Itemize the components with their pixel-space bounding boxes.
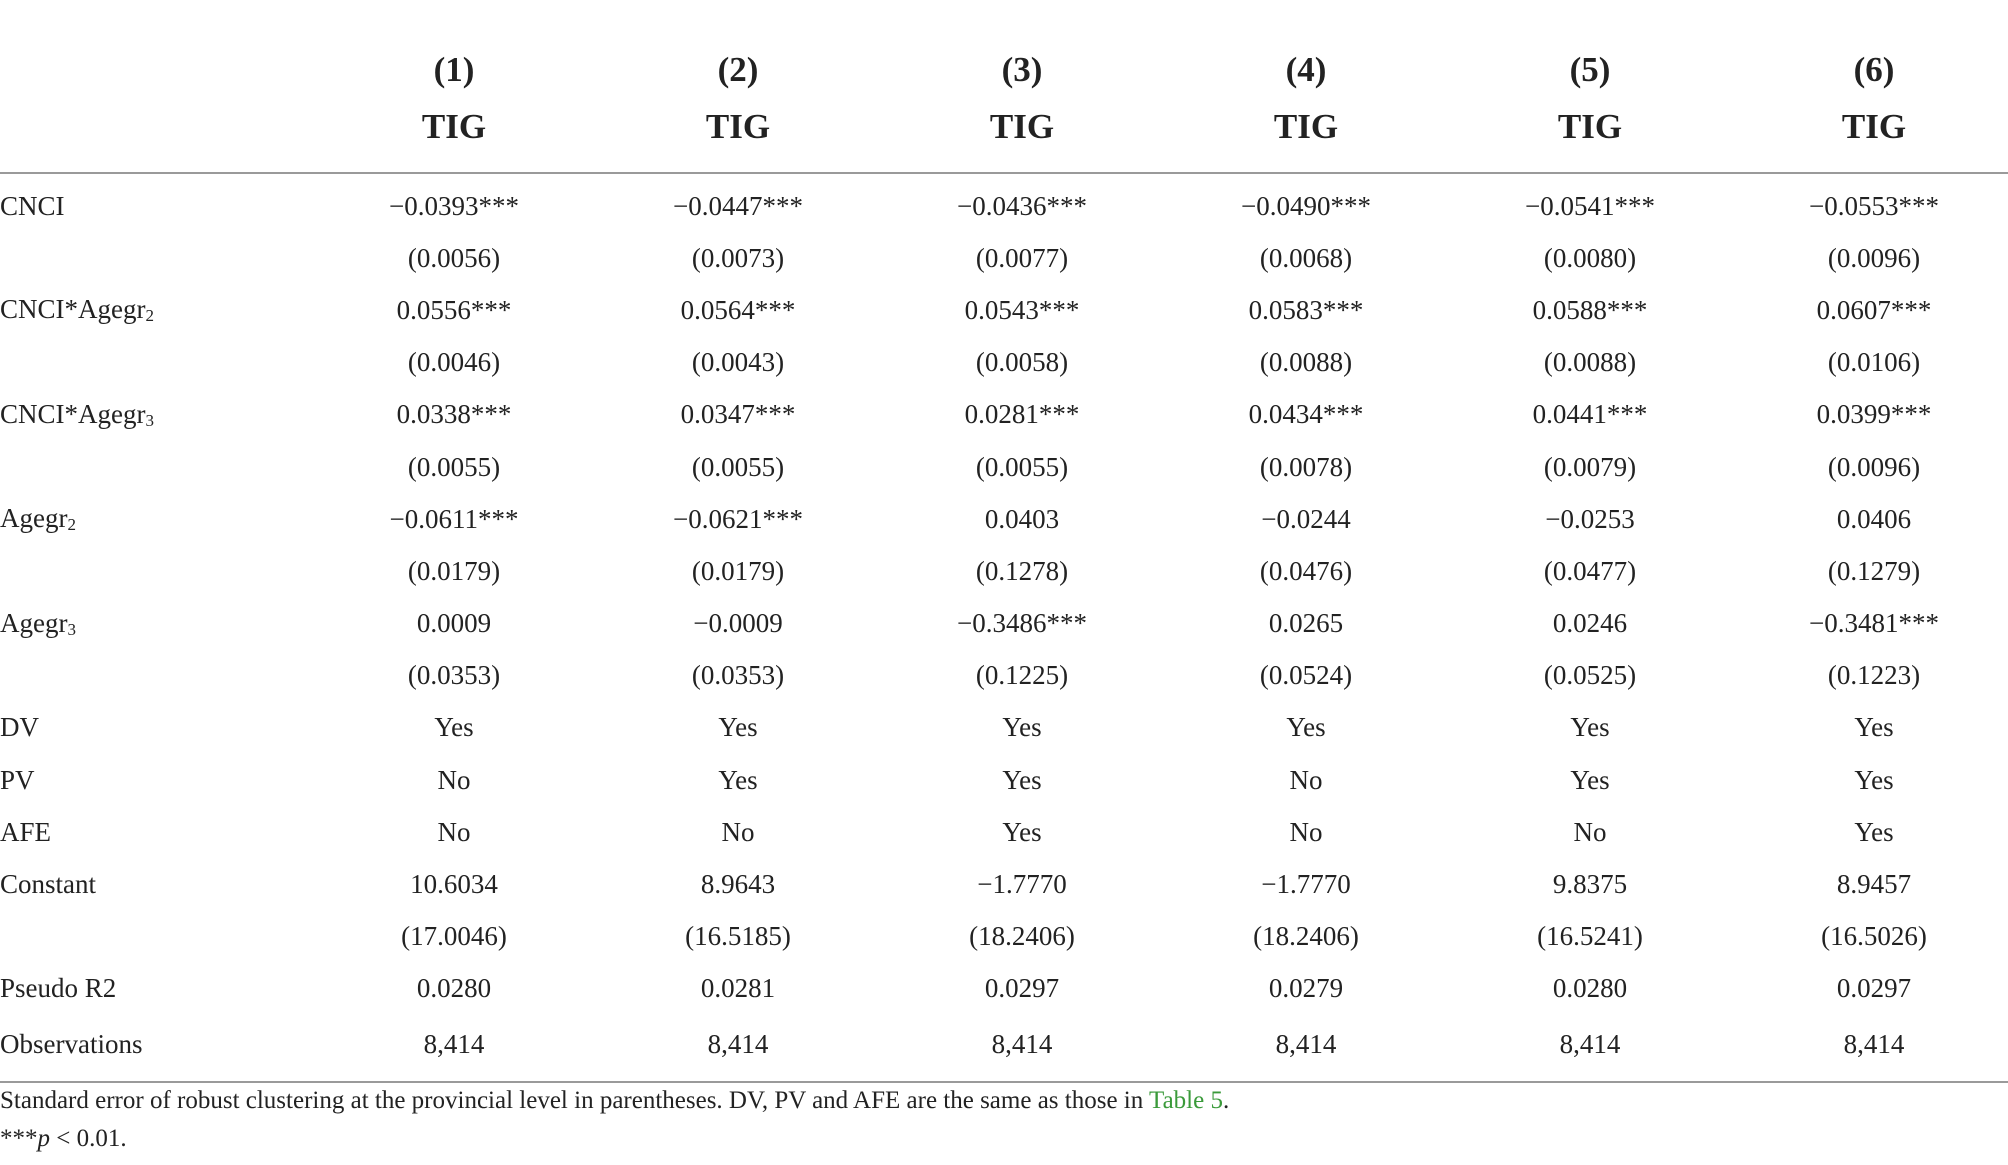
table-cell: No [1289, 816, 1323, 847]
table-row [0, 441, 2008, 493]
column-number: (6) [1853, 50, 1895, 89]
table-cell: (17.0046) [401, 921, 507, 952]
table-cell: −0.0244 [1261, 503, 1351, 534]
row-label [0, 858, 312, 910]
table-cell: 0.0543*** [964, 294, 1080, 325]
table-cell: 0.0347*** [680, 399, 796, 430]
column-variable: TIG [312, 90, 596, 173]
table-body [0, 173, 2008, 1082]
table-cell: 0.0406 [1836, 503, 1912, 534]
table-row [0, 963, 2008, 1015]
table-row [0, 389, 2008, 441]
row-label [0, 1015, 312, 1082]
row-label [0, 650, 312, 702]
footnote-period: . [1222, 1087, 1230, 1114]
row-label [0, 173, 312, 232]
table-cell: (0.0043) [691, 347, 785, 378]
table-cell: Yes [718, 764, 758, 795]
table-cell: No [437, 816, 471, 847]
row-label-subscript: 3 [67, 619, 76, 639]
table-row [0, 284, 2008, 336]
table-row [0, 806, 2008, 858]
table-cell: 0.0279 [1268, 973, 1344, 1004]
table-cell: 0.0297 [1836, 973, 1912, 1004]
table-cell: (16.5241) [1537, 921, 1643, 952]
table-cell: 9.8375 [1552, 869, 1628, 900]
table-cell: 0.0607*** [1816, 294, 1932, 325]
header-corner [0, 0, 312, 90]
table-cell: No [1573, 816, 1607, 847]
table-cell: −0.0447*** [673, 190, 803, 221]
table-cell: Yes [1286, 712, 1326, 743]
table-cell: −0.0553*** [1809, 190, 1939, 221]
table-row [0, 232, 2008, 284]
table-cell: (0.0088) [1259, 347, 1353, 378]
table-cell: (16.5185) [685, 921, 791, 952]
table-cell: −0.3481*** [1809, 608, 1939, 639]
row-label [0, 754, 312, 806]
table-cell: (0.0058) [975, 347, 1069, 378]
table-cell: (0.0068) [1259, 242, 1353, 273]
table-cell: No [437, 764, 471, 795]
column-variable: TIG [1732, 90, 2008, 173]
row-label [0, 441, 312, 493]
row-label-subscript: 3 [145, 410, 154, 430]
row-label [0, 493, 312, 545]
row-label-text: Constant [0, 869, 97, 900]
table-cell: (0.0079) [1543, 451, 1637, 482]
p-symbol: p [37, 1125, 50, 1152]
table-cell: (18.2406) [969, 921, 1075, 952]
table-cell: 8,414 [596, 1015, 880, 1082]
table-cell: (0.1223) [1827, 660, 1921, 691]
table-cell: (0.0096) [1827, 451, 1921, 482]
row-label-subscript: 2 [145, 306, 154, 326]
footnote-significance [0, 1120, 1229, 1158]
table-cell: Yes [1570, 712, 1610, 743]
table-cell: No [1289, 764, 1323, 795]
table-cell: −0.0393*** [389, 190, 519, 221]
table-cell: (0.0056) [407, 242, 501, 273]
table-cell: 8,414 [1448, 1015, 1732, 1082]
table-cell: 0.0441*** [1532, 399, 1648, 430]
table-cell: 0.0588*** [1532, 294, 1648, 325]
table-cell: 0.0281*** [964, 399, 1080, 430]
table-cell: 0.0246 [1552, 608, 1628, 639]
table-cell: 8.9643 [700, 869, 776, 900]
table-cell: Yes [1854, 712, 1894, 743]
table-cell: (16.5026) [1821, 921, 1927, 952]
table-cell: 0.0399*** [1816, 399, 1932, 430]
table-cell: 10.6034 [410, 869, 498, 900]
table-cell: (0.0477) [1543, 555, 1637, 586]
row-label-text: DV [0, 712, 39, 743]
table-cell: 0.0009 [416, 608, 492, 639]
table-cell: (18.2406) [1253, 921, 1359, 952]
row-label [0, 232, 312, 284]
table-cell: (0.0476) [1259, 555, 1353, 586]
column-number: (2) [717, 50, 759, 89]
row-label-subscript: 2 [67, 515, 76, 535]
table-row [0, 173, 2008, 232]
table-cell: (0.0055) [407, 451, 501, 482]
table-cell: 8,414 [880, 1015, 1164, 1082]
table-cell: (0.0525) [1543, 660, 1637, 691]
table-cell: Yes [718, 712, 758, 743]
column-number: (4) [1285, 50, 1327, 89]
table-cell: −0.0253 [1545, 503, 1635, 534]
table-5-link[interactable]: Table 5 [1149, 1087, 1223, 1114]
table-cell: (0.0055) [691, 451, 785, 482]
table-cell: −0.0436*** [957, 190, 1087, 221]
row-label-text: Agegr [0, 607, 68, 638]
table-cell: (0.0179) [691, 555, 785, 586]
table-row [0, 598, 2008, 650]
table-cell: −1.7770 [977, 869, 1067, 900]
table-row [0, 911, 2008, 963]
table-row [0, 493, 2008, 545]
row-label [0, 389, 312, 441]
table-cell: (0.0353) [407, 660, 501, 691]
row-label-text: Pseudo R2 [0, 973, 117, 1004]
table-cell: (0.1225) [975, 660, 1069, 691]
table-row [0, 702, 2008, 754]
table-cell: 0.0280 [416, 973, 492, 1004]
table-cell: Yes [1854, 816, 1894, 847]
table-cell: (0.0077) [975, 242, 1069, 273]
table-cell: 0.0434*** [1248, 399, 1364, 430]
header-row-model-numbers [0, 0, 2008, 90]
table-cell: Yes [1854, 764, 1894, 795]
table-cell: Yes [1002, 816, 1042, 847]
header-corner [0, 90, 312, 173]
row-label [0, 284, 312, 336]
column-number: (1) [433, 50, 475, 89]
row-label-text: Observations [0, 1028, 143, 1059]
significance-stars: *** [0, 1125, 38, 1152]
row-label [0, 963, 312, 1015]
column-variable: TIG [880, 90, 1164, 173]
table-cell: (0.1278) [975, 555, 1069, 586]
table-cell: 0.0281 [700, 973, 776, 1004]
row-label [0, 806, 312, 858]
table-footnotes [0, 1082, 1229, 1158]
table-cell: 8,414 [1732, 1015, 2008, 1082]
row-label-text: Agegr [0, 503, 68, 534]
table-cell: Yes [434, 712, 474, 743]
row-label [0, 702, 312, 754]
table-cell: (0.0179) [407, 555, 501, 586]
table-cell: (0.1279) [1827, 555, 1921, 586]
row-label-text: CNCI [0, 190, 65, 221]
table-row [0, 858, 2008, 910]
table-cell: (0.0046) [407, 347, 501, 378]
table-cell: −0.0541*** [1525, 190, 1655, 221]
table-cell: Yes [1002, 764, 1042, 795]
table-cell: (0.0524) [1259, 660, 1353, 691]
footnote-standard-error [0, 1082, 1229, 1120]
table-cell: (0.0078) [1259, 451, 1353, 482]
table-cell: (0.0106) [1827, 347, 1921, 378]
table-cell: 8.9457 [1836, 869, 1912, 900]
table-cell: 0.0338*** [396, 399, 512, 430]
table-cell: −0.0611*** [389, 503, 519, 534]
table-cell: (0.0073) [691, 242, 785, 273]
table-row [0, 545, 2008, 597]
table-cell: 0.0280 [1552, 973, 1628, 1004]
table-cell: 0.0556*** [396, 294, 512, 325]
column-number: (5) [1569, 50, 1611, 89]
table-cell: (0.0353) [691, 660, 785, 691]
footnote-text: Standard error of robust clustering at the provincial level in parentheses. DV, PV and AFE are the same as those in [0, 1087, 1150, 1114]
table-cell: (0.0096) [1827, 242, 1921, 273]
row-label [0, 545, 312, 597]
table-cell: 8,414 [312, 1015, 596, 1082]
table-cell: −1.7770 [1261, 869, 1351, 900]
row-label-text: AFE [0, 816, 52, 847]
table-cell: 0.0564*** [680, 294, 796, 325]
table-cell: Yes [1570, 764, 1610, 795]
table-cell: Yes [1002, 712, 1042, 743]
table-row [0, 754, 2008, 806]
table-cell: (0.0055) [975, 451, 1069, 482]
significance-threshold: < 0.01. [50, 1125, 127, 1152]
table-row [0, 650, 2008, 702]
table-cell: 0.0265 [1268, 608, 1344, 639]
table-cell: (0.0088) [1543, 347, 1637, 378]
table-row [0, 1015, 2008, 1082]
row-label-text: CNCI*Agegr [0, 294, 146, 325]
table-cell: −0.0009 [693, 608, 783, 639]
table-cell: No [721, 816, 755, 847]
table-row [0, 337, 2008, 389]
table-cell: (0.0080) [1543, 242, 1637, 273]
row-label-text: CNCI*Agegr [0, 398, 146, 429]
header-row-dependent-variable [0, 90, 2008, 173]
row-label [0, 911, 312, 963]
table-cell: 8,414 [1164, 1015, 1448, 1082]
column-variable: TIG [1164, 90, 1448, 173]
row-label-text: PV [0, 764, 35, 795]
row-label [0, 337, 312, 389]
table-cell: −0.0490*** [1241, 190, 1371, 221]
table-cell: 0.0297 [984, 973, 1060, 1004]
table-cell: 0.0583*** [1248, 294, 1364, 325]
row-label [0, 598, 312, 650]
column-variable: TIG [596, 90, 880, 173]
table-cell: 0.0403 [984, 503, 1060, 534]
column-variable: TIG [1448, 90, 1732, 173]
table-cell: −0.3486*** [957, 608, 1087, 639]
column-number: (3) [1001, 50, 1043, 89]
table-cell: −0.0621*** [673, 503, 803, 534]
